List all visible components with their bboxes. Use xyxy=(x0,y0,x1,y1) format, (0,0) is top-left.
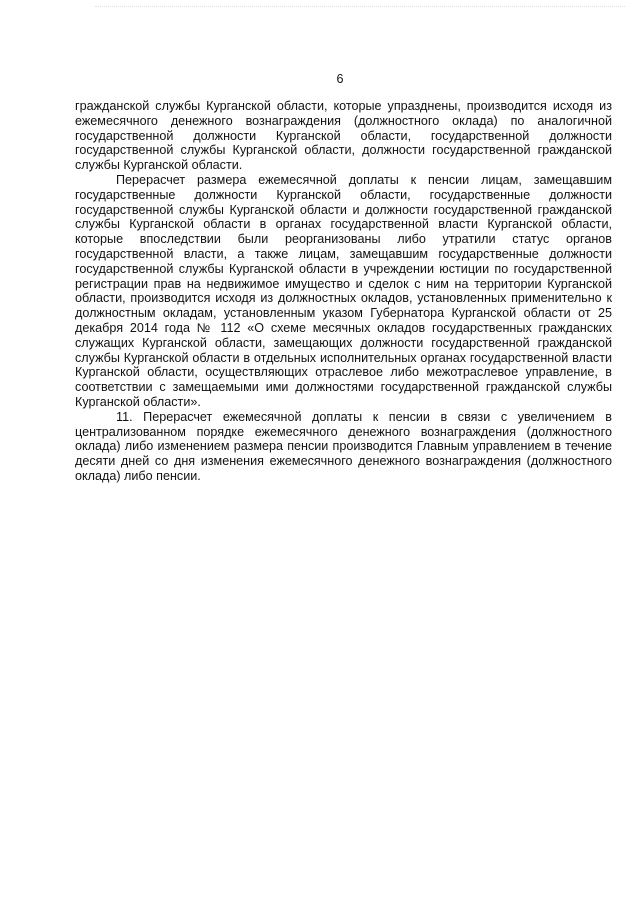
scan-artifact-line xyxy=(95,6,625,11)
document-body xyxy=(75,99,612,484)
paragraph-recalculation-reorganized-bodies: Перерасчет размера ежемесячной доплаты к пенсии лицам, замещавшим государственные должности Курганской области, государственные должности государственной службы Курганской области и должности государственной гражданской службы Курганской области в органах государственной власти Курганской области, которые впоследствии были реорганизованы либо утратили статус органов государственной власти, а также лицам, замещавшим государственные должности государственной службы Курганской области в учреждении юстиции по государственной регистрации прав на недвижимое имущество и сделок с ним на территории Курганской области, производится исходя из должностных окладов, установленных применительно к должностным окладам, установленным указом Губернатора Курганской области от 25 декабря 2014 года № 112 «О схеме месячных окладов государственных гражданских служащих Курганской области, замещающих должности государственной гражданской службы Курганской области в отдельных исполнительных органах государственной власти Курганской области, осуществляющих отраслевое либо межотраслевое управление, в соответствии с замещаемыми ими должностями государственной гражданской службы Курганской области». xyxy=(75,172,612,409)
paragraph-item-11: 11. Перерасчет ежемесячной доплаты к пенсии в связи с увеличением в централизованном порядке ежемесячного денежного вознаграждения (должностного оклада) либо изменением размера пенсии производится Главным управлением в течение десяти дней со дня изменения ежемесячного денежного вознаграждения (должностного оклада) либо пенсии. xyxy=(75,409,612,483)
paragraph-continuation: гражданской службы Курганской области, которые упразднены, производится исходя из ежемесячного денежного вознаграждения (должностного оклада) по аналогичной государственной должности Курганской области, государственной должности государственной службы Курганской области, должности государственной гражданской службы Курганской области. xyxy=(75,99,612,173)
page-number: 6 xyxy=(336,72,344,86)
